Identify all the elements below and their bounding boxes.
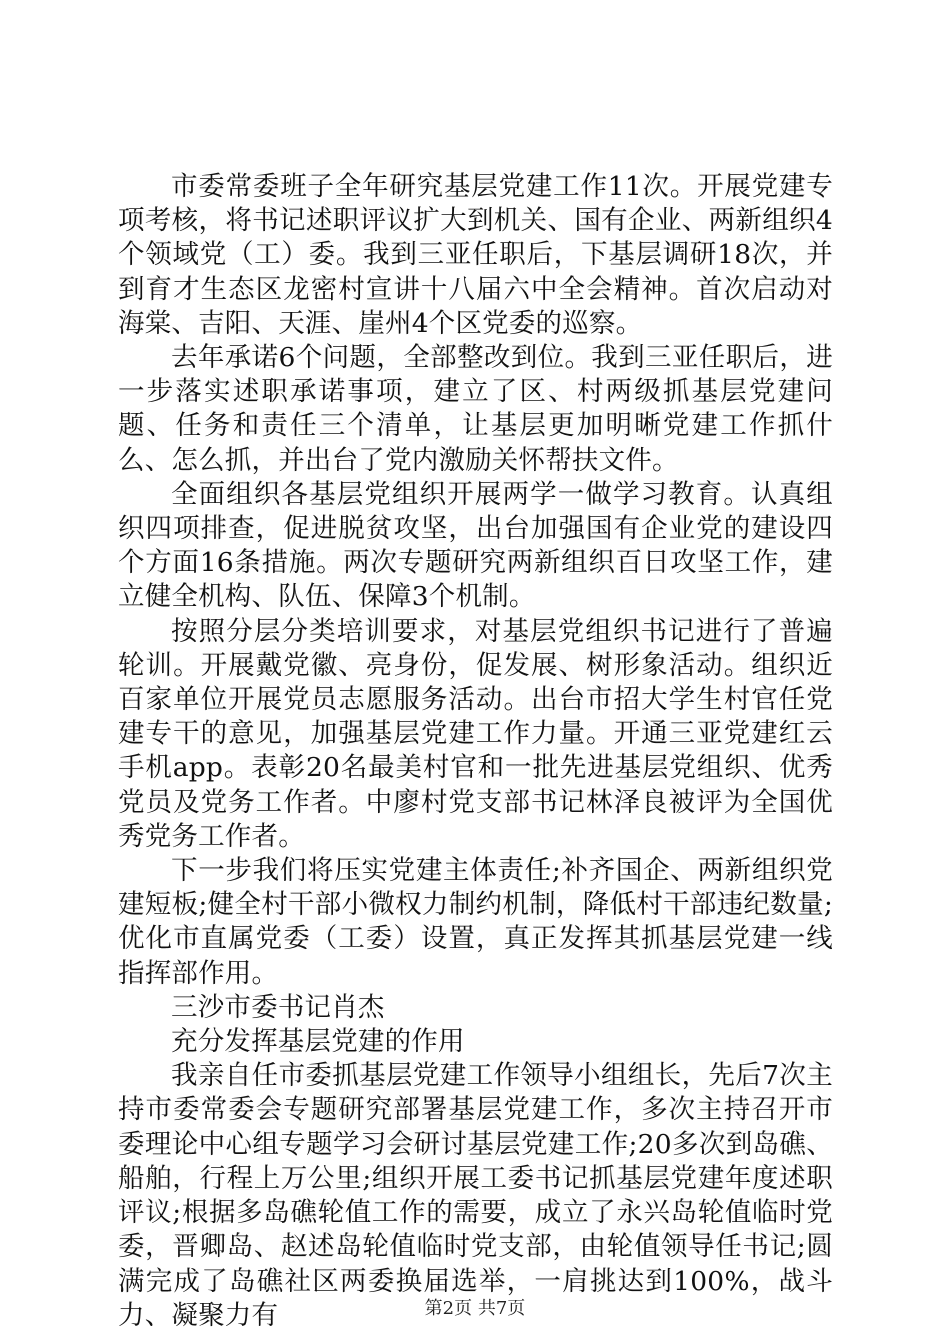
author-line: 三沙市委书记肖杰 [171, 991, 385, 1023]
page-number-footer: 第2页 共7页 [424, 1298, 526, 1319]
paragraph-6: 我亲自任市委抓基层党建工作领导小组组长，先后7次主持市委常委会专题研究部署基层党建工作，多次主持召开市委理论中心组专题学习会研讨基层党建工作;20多次到岛礁、船舶，行程上万公里;组织开展工委书记抓基层党建年度述职评议;根据多岛礁轮值工作的需要，成立了永兴岛轮值临时党委，晋卿岛、赵述岛轮值临时党支部，由轮值领导任书记;圆满完成了岛礁社区两委换届选举，一肩挑达到100%，战斗力、凝聚力有 [118, 1060, 833, 1331]
paragraph-3: 全面组织各基层党组织开展两学一做学习教育。认真组织四项排查，促进脱贫攻坚，出台加强国有企业党的建设四个方面16条措施。两次专题研究两新组织百日攻坚工作，建立健全机构、队伍、保障3个机制。 [118, 478, 833, 613]
paragraph-5: 下一步我们将压实党建主体责任;补齐国企、两新组织党建短板;健全村干部小微权力制约机制，降低村干部违纪数量;优化市直属党委（工委）设置，真正发挥其抓基层党建一线指挥部作用。 [118, 855, 833, 989]
section-heading: 充分发挥基层党建的作用 [171, 1026, 465, 1058]
document-body [118, 170, 833, 1333]
paragraph-4: 按照分层分类培训要求，对基层党组织书记进行了普遍轮训。开展戴党徽、亮身份，促发展、树形象活动。组织近百家单位开展党员志愿服务活动。出台市招大学生村官任党建专干的意见，加强基层党建工作力量。开通三亚党建红云手机app。表彰20名最美村官和一批先进基层党组织、优秀党员及党务工作者。中廖村党支部书记林泽良被评为全国优秀党务工作者。 [118, 615, 833, 852]
paragraph-1: 市委常委班子全年研究基层党建工作11次。开展党建专项考核，将书记述职评议扩大到机关、国有企业、两新组织4个领域党（工）委。我到三亚任职后，下基层调研18次，并到育才生态区龙密村宣讲十八届六中全会精神。首次启动对海棠、吉阳、天涯、崖州4个区党委的巡察。 [118, 171, 833, 339]
paragraph-2: 去年承诺6个问题，全部整改到位。我到三亚任职后，进一步落实述职承诺事项，建立了区、村两级抓基层党建问题、任务和责任三个清单，让基层更加明晰党建工作抓什么、怎么抓，并出台了党内激励关怀帮扶文件。 [118, 342, 833, 476]
